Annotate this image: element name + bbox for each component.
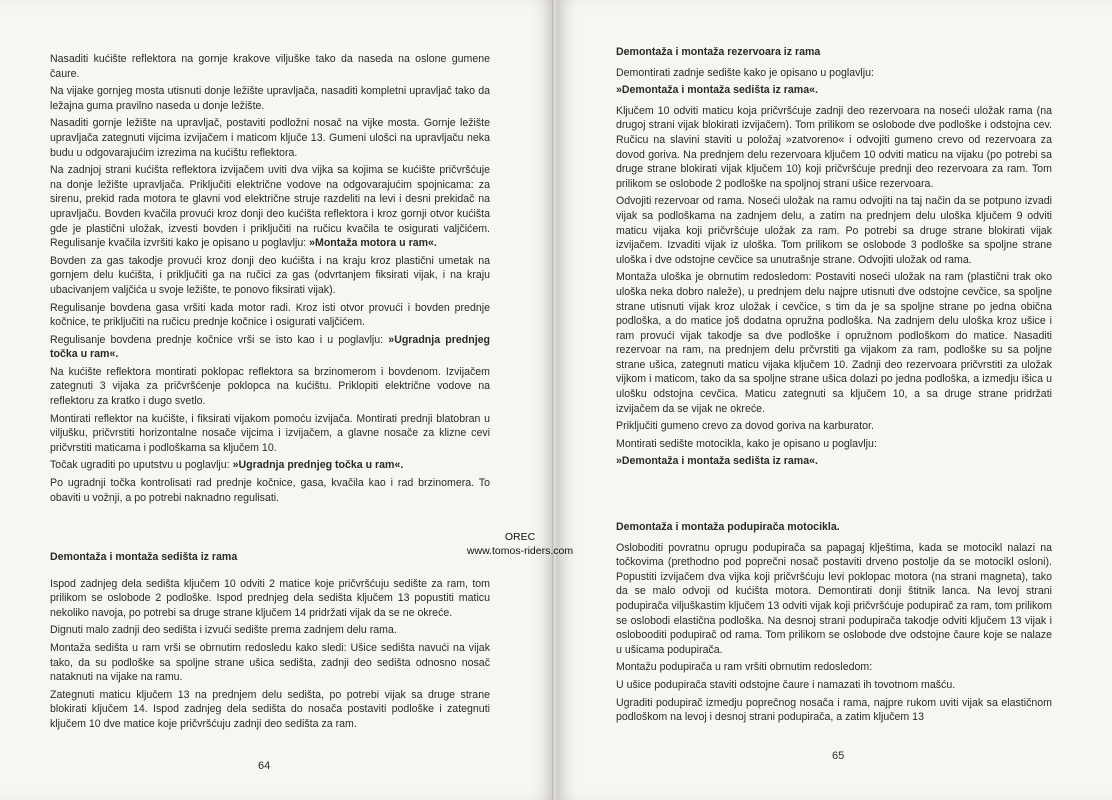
watermark-line: www.tomos-riders.com	[466, 545, 574, 557]
stand-section	[616, 520, 1052, 728]
section-heading: Demontaža i montaža sedišta iz rama	[50, 551, 238, 563]
paragraph: Zategnuti maticu ključem 13 na prednjem delu sedišta, po potrebi vijak sa druge strane blokirati ključem 14. Ispod zadnjeg dela sedišta do nosača postaviti podloške i zategnuti ključem 10 dve matice koje pričvršćuju zadnji deo sedišta za ram.	[50, 688, 490, 730]
right-page-text	[616, 45, 1052, 472]
paragraph	[50, 163, 490, 251]
chapter-reference: »Ugradnja prednjeg točka u ram«.	[50, 333, 490, 361]
paragraph-text: Na zadnjoj strani kućišta reflektora izvijačem uviti dva vijka sa kojima se kućište pričvršćuje na donje ležište upravljača. Priključiti električne vodove na odgovarajućim spojnicama: za sirenu, prekid rada motora te glavni vod električne struje razdeliti na levi i desni prekidač na upravljaču. Bovden kvačila provući kroz donji deo kućišta reflektora i kroz gornji otvor kućišta gde je plastični uložak, izvesti bovden i priključiti na ručicu kvačila te osigurati valjčićem. Regulisanje kvačila izvršiti kako je opisano u poglavlju:	[50, 164, 490, 250]
paragraph: Dignuti malo zadnji deo sedišta i izvući sedište prema zadnjem delu rama.	[50, 624, 397, 637]
right-page	[556, 0, 1112, 800]
page-number: 64	[258, 760, 271, 772]
left-page	[0, 0, 554, 800]
seat-section	[50, 550, 490, 735]
paragraph: Nasaditi kućište reflektora na gornje krakove viljuške tako da naseda na oslone gumene čaure.	[50, 53, 490, 80]
paragraph: Po ugradnji točka kontrolisati rad prednje kočnice, gasa, kvačila kao i rad brzinomera. To obaviti u vožnji, a po potrebi naknadno regulisati.	[50, 477, 490, 504]
section-heading: Demontaža i montaža podupirača motocikla.	[616, 521, 840, 533]
paragraph: Osloboditi povratnu oprugu podupirača sa papagaj klještima, kada se motocikl nalazi na točkovima (prethodno pod poprečni nosač postaviti drveno postolje da se motocikl osloni). Popustiti izvijačem dva vijka koji pričvršćuju levi poklopac motora (na strani magneta), tako da se malo odvoji od kućišta motora. Demontirati donji štitnik lanca. Na levoj strani podupirača viljuškastim ključem 13 odviti vijak koji pričvršćuje podupirač za ram, tom prilikom se oslobodi elastična podloška. Na desnoj strani podupirača takodje odviti ključem 13 vijak i oslobooditi podupirač od rama. Tom prilikom se oslobode dve odstojne čaure koje se nalaze u ušicama podupirača.	[616, 541, 1052, 656]
section-heading: Demontaža i montaža rezervoara iz rama	[616, 46, 821, 58]
chapter-reference: »Montaža motora u ram«.	[309, 237, 437, 250]
paragraph: Na vijake gornjeg mosta utisnuti donje ležište upravljača, nasaditi kompletni upravljač tako da ležajna guma pravilno naseda u donje ležište.	[50, 85, 490, 112]
paragraph: Montaža sedišta u ram vrši se obrnutim redosledu kako sledi: Ušice sedišta navući na vijak tako, da su podloške sa spoljne strane ušica sedišta, zadnji deo sedišta odnosno nosač nataknuti na vijake na ramu.	[50, 641, 490, 684]
paragraph: Montirati sedište motocikla, kako je opisano u poglavlju:	[616, 437, 877, 450]
paragraph-text: Regulisanje bovdena prednje kočnice vrši se isto kao i u poglavlju:	[50, 333, 384, 346]
paragraph: U ušice podupirača staviti odstojne čaure i namazati ih tovotnom mašću.	[616, 678, 956, 691]
paragraph: Priključiti gumeno crevo za dovod goriva na karburator.	[616, 420, 874, 433]
paragraph: Montažu podupirača u ram vršiti obrnutim redosledom:	[616, 661, 873, 674]
page-number: 65	[832, 750, 845, 762]
paragraph: Regulisanje bovdena gasa vršiti kada motor radi. Kroz isti otvor provući i bovden prednje kočnice, te priključiti na ručicu prednje kočnice i osigurati valjčićem.	[50, 301, 490, 329]
paragraph: Ključem 10 odviti maticu koja pričvršćuje zadnji deo rezervoara na noseći uložak rama (na drugoj strani vijak blokirati izvijačem). Tom prilikom se oslobode dve podloške i odstojna cev. Ručicu na slavini staviti u položaj »zatvoreno« i odvojiti gumeno crevo od rezervoara za dovod goriva. Na prednjem delu rezervoara ključem 10 odviti maticu na vijaku (po potrebi sa druge strane blokirati vijak ključem 10) koji pričvršćuje prednji deo rezervoara za ram. Tom prilikom se oslobode 2 podloške na spoljnoj strani ušice rezervoara.	[616, 104, 1052, 190]
chapter-reference: »Demontaža i montaža sedišta iz rama«.	[616, 84, 818, 97]
chapter-reference: »Demontaža i montaža sedišta iz rama«.	[616, 455, 818, 468]
paragraph	[50, 458, 490, 473]
watermark	[440, 530, 600, 558]
paragraph: Ugraditi podupirač izmedju poprečnog nosača i rama, najpre rukom uviti vijak sa elastičnom podloškom na levoj i desnoj strani podupirača, a zatim ključem 13	[616, 696, 1052, 724]
chapter-reference: »Ugradnja prednjeg točka u ram«.	[232, 459, 404, 472]
paragraph: Montirati reflektor na kućište, i fiksirati vijakom pomoću izvijača. Montirati prednji blatobran u viljušku, pričvrstiti horizontalne nosače vijcima i izvijačem, a glavne nosače za klizne cevi pričvrstiti maticama i podloškama sa ključem 10.	[50, 412, 490, 454]
paragraph: Odvojiti rezervoar od rama. Noseći uložak na ramu odvojiti na taj način da se potpuno izvadi vijak sa podloškama na zadnjem delu, a zatim na prednjem delu uloška ključem 9 odviti maticu vijaka koji pričvršćuje uložak za ram. Po potrebi sa druge strane blokirati vijak izvijačem. Izvaditi vijak iz uloška. Tom prilikom se oslobode 3 podloške sa spoljne strane uloška i dve odstojne cevčice sa unutrašnje strane. Odvojiti uložak od rama.	[616, 195, 1052, 266]
paragraph: Bovden za gas takodje provući kroz donji deo kućišta i na kraju kroz plastični umetak na gornjem delu kućišta, i priključiti ga na ručici za gas (odvrtanjem fiksirati vijak, i na kraju ubacivanjem valjčića u svoje ležište, te ponovo fiksirati vijak).	[50, 254, 490, 296]
paragraph: Nasaditi gornje ležište na upravljač, postaviti podložni nosač na vijke mosta. Gornje ležište upravljača zategnuti vijcima izvijačem i maticom ključe 13. Gumeni ulošci na upravljaču neka budu u odgovarajućim izrezima na kućištu reflektora.	[50, 117, 490, 159]
paragraph-text: Točak ugraditi po uputstvu u poglavlju:	[50, 459, 230, 472]
paragraph: Ispod zadnjeg dela sedišta ključem 10 odviti 2 matice koje pričvršćuju sedište za ram, tom prilikom se oslobode 2 podloške. Ispod prednjeg dela sedišta ključem 13 popustiti maticu nekoliko navoja, po potrebi sa druge strane ključem 14 pridržati vijak da se ne okreće.	[50, 577, 490, 619]
paragraph	[50, 333, 490, 362]
left-page-text	[50, 52, 490, 508]
paragraph: Na kućište reflektora montirati poklopac reflektora sa brzinomerom i bovdenom. Izvijačem zategnuti 3 vijaka za pričvršćenje poklopca na kućištu. Priklopiti električne vodove na reflektoru za kratko i dugo svetlo.	[50, 365, 490, 408]
paragraph: Demontirati zadnje sedište kako je opisano u poglavlju:	[616, 66, 874, 79]
paragraph: Montaža uloška je obrnutim redosledom: Postaviti noseći uložak na ram (plastični trak oko uloška neka dobro naleže), u prednjem delu najpre utisnuti dve odstojne cevčice, sa spoljne strane utisnuti vijak kroz uložak i cevčice, s tim da je sa spoljne strane po jedna obična podloška, a do matice još dodatna opružna podloška. Na zadnjem delu uloška kroz ušice i ram provući vijak takodje sa dve podloške i opružnom podloškom do matice. Nasaditi rezervoar na ram, na prednjem delu prčvrstiti ga vijakom za ram, podloške su sa poljne strane ušica, zategnuti maticu vijaka ključem 10. Zadnji deo rezervoara pričvrstiti za uložak vijkom i maticom, tako da sa spoljne strane ušica dolazi po jedna podloška, a izmedju išica u ulošku odstojna cevčica. Maticu zategnuti sa ključem 10, a sa druge strane pridržati izvijačem da se vijak ne okreće.	[616, 271, 1052, 415]
watermark-line: OREC	[504, 531, 536, 543]
